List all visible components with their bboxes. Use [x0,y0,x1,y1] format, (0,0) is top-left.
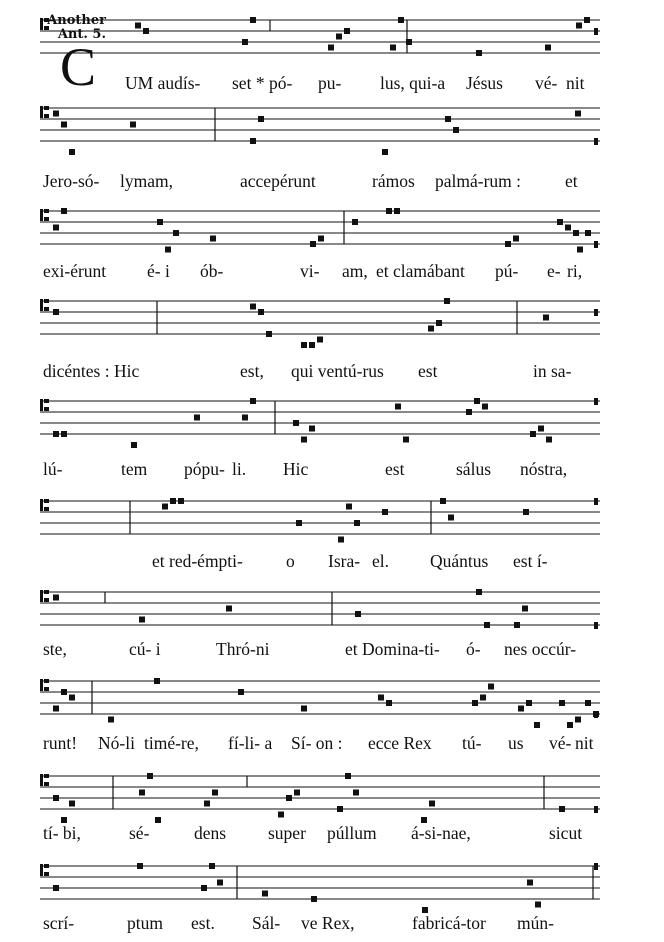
neume-note [53,885,59,891]
neume-note [53,309,59,315]
lyric-line [0,638,664,662]
neume-note [575,111,581,117]
neume-note [576,23,582,29]
neume-note [444,298,450,304]
c-clef-icon [40,864,49,876]
neume-note [337,806,343,812]
neume-note [258,309,264,315]
neume-note [436,320,442,326]
neume-note [575,717,581,723]
neume-note [584,17,590,23]
neume-note [162,504,168,510]
neume-note [250,304,256,310]
lyric-syllable: ste, [43,639,67,659]
neume-note [194,415,200,421]
staff [0,858,664,918]
neume-note [476,589,482,595]
neume-note [201,885,207,891]
neume-note [429,801,435,807]
neume-note [217,880,223,886]
neume-note [286,795,292,801]
neume-note [585,230,591,236]
lyric-syllable: runt! [43,733,78,753]
neume-note [311,896,317,902]
neume-note [505,241,511,247]
lyric-syllable: est [418,361,438,381]
lyric-syllable: pópu- [184,459,225,479]
neume-note [139,790,145,796]
neume-note [559,806,565,812]
neume-note [403,437,409,443]
neume-note [301,342,307,348]
neume-note [53,595,59,601]
neume-note [518,706,524,712]
lyric-syllable: lú- [43,459,63,479]
neume-note [445,116,451,122]
neume-note [513,236,519,242]
custos-icon [594,241,598,248]
neume-note [355,611,361,617]
neume-note [266,331,272,337]
lyric-line [0,550,664,574]
neume-note [394,208,400,214]
neume-note [69,149,75,155]
custos-icon [594,498,598,505]
lyric-syllable: scrí- [43,913,75,933]
neume-note [210,236,216,242]
lyric-syllable: est [385,459,405,479]
neume-note [440,498,446,504]
lyric-syllable: e- [547,261,561,281]
neume-note [593,711,599,717]
neume-note [296,520,302,526]
neume-note [165,247,171,253]
lyric-syllable: est í- [513,551,548,571]
neume-note [318,236,324,242]
neume-note [398,17,404,23]
lyric-syllable: fí-li- a [228,733,273,753]
c-clef-icon [40,209,49,221]
lyric-syllable: sálus [456,459,491,479]
neume-note [53,111,59,117]
neume-note [250,398,256,404]
lyric-line [0,822,664,846]
neume-note [310,241,316,247]
neume-note [406,39,412,45]
lyric-line [0,732,664,756]
lyric-syllable: super [268,823,306,843]
neume-note [395,404,401,410]
neume-note [69,801,75,807]
staff [0,12,664,72]
neume-note [137,863,143,869]
initial-letter: C [60,37,97,97]
neume-note [293,420,299,426]
lyric-syllable: Sí- on : [291,733,343,753]
neume-note [53,706,59,712]
neume-note [157,219,163,225]
neume-note [453,127,459,133]
neume-note [344,28,350,34]
neume-note [108,717,114,723]
lyric-syllable: dicéntes : Hic [43,361,140,381]
lyric-syllable: us [508,733,524,753]
neume-note [585,700,591,706]
lyric-syllable: et clamábant [376,261,465,281]
lyric-syllable: accepérunt [240,171,316,191]
neume-note [309,342,315,348]
neume-note [546,437,552,443]
neume-note [428,326,434,332]
neume-note [242,39,248,45]
lyric-syllable: nóstra, [520,459,568,479]
neume-note [338,537,344,543]
neume-note [526,700,532,706]
lyric-line [0,458,664,482]
neume-note [346,504,352,510]
lyric-line [0,170,664,194]
neume-note [386,700,392,706]
neume-note [301,706,307,712]
lyric-syllable: tem [121,459,148,479]
neume-note [559,700,565,706]
neume-note [378,695,384,701]
neume-note [258,116,264,122]
neume-note [565,225,571,231]
lyric-syllable: Quántus [430,551,489,571]
neume-note [482,404,488,410]
lyric-syllable: ó- [466,639,481,659]
neume-note [545,45,551,51]
neume-note [386,208,392,214]
neume-note [204,801,210,807]
lyric-syllable: Sál- [252,913,281,933]
c-clef-icon [40,18,49,30]
lyric-syllable: nes occúr- [504,639,577,659]
lyric-syllable: li. [232,459,247,479]
neume-note [262,891,268,897]
lyric-syllable: o [286,551,295,571]
neume-note [345,773,351,779]
neume-note [130,122,136,128]
lyric-syllable: ve Rex, [301,913,355,933]
c-clef-icon [40,679,49,691]
staff [0,203,664,263]
neume-note [147,773,153,779]
custos-icon [594,309,598,316]
lyric-syllable: sé- [129,823,150,843]
neume-note [336,34,342,40]
neume-note [53,795,59,801]
lyric-syllable: pú- [495,261,519,281]
neume-note [61,122,67,128]
c-clef-icon [40,499,49,511]
neume-note [131,442,137,448]
neume-note [61,689,67,695]
neume-note [226,606,232,612]
neume-note [353,790,359,796]
neume-note [382,509,388,515]
neume-note [170,498,176,504]
neume-note [61,208,67,214]
c-clef-icon [40,299,49,311]
lyric-syllable: cú- i [129,639,161,659]
lyric-syllable: fabricá-tor [412,913,486,933]
staff [0,493,664,553]
lyric-syllable: nit [566,73,585,93]
neume-note [328,45,334,51]
neume-note [250,138,256,144]
neume-note [484,622,490,628]
neume-note [317,337,323,343]
lyric-syllable: et red-émpti- [152,551,243,571]
neume-note [522,606,528,612]
neume-note [573,230,579,236]
neume-note [250,17,256,23]
neume-note [534,722,540,728]
custos-icon [594,622,598,629]
neume-note [448,515,454,521]
lyric-syllable: Nó-li [98,733,135,753]
lyric-syllable: ób- [200,261,224,281]
lyric-syllable: et [565,171,578,191]
lyric-syllable: ptum [127,913,163,933]
lyric-syllable: ecce Rex [368,733,432,753]
lyric-syllable: Jero-só- [43,171,100,191]
neume-note [474,398,480,404]
staff [0,393,664,453]
staff [0,768,664,828]
lyric-syllable: á-si-nae, [411,823,471,843]
neume-note [382,149,388,155]
lyric-syllable: é- i [147,261,170,281]
lyric-syllable: pu- [318,73,342,93]
lyric-syllable: rámos [372,171,415,191]
staff [0,100,664,160]
neume-note [577,247,583,253]
neume-note [178,498,184,504]
lyric-line [0,912,664,936]
label-another: Another [47,13,106,28]
staff [0,584,664,644]
lyric-syllable: dens [194,823,227,843]
lyric-syllable: am, [342,261,368,281]
lyric-syllable: palmá-rum : [435,171,522,191]
staff [0,673,664,733]
custos-icon [594,398,598,405]
custos-icon [594,806,598,813]
lyric-syllable: qui ventú-rus [291,361,384,381]
staff [0,293,664,353]
lyric-syllable: Isra- [328,551,361,571]
custos-icon [594,138,598,145]
lyric-line [0,360,664,384]
lyric-syllable: set * pó- [232,73,293,93]
lyric-syllable: lus, qui-a [380,73,446,93]
neume-note [154,678,160,684]
lyric-syllable: lymam, [120,171,173,191]
lyric-syllable: nit [575,733,594,753]
lyric-line [0,72,664,96]
neume-note [488,684,494,690]
lyric-syllable: timé-re, [144,733,199,753]
neume-note [527,880,533,886]
c-clef-icon [40,590,49,602]
neume-note [209,863,215,869]
lyric-syllable: ri, [567,261,583,281]
lyric-syllable: el. [372,551,390,571]
lyric-syllable: exi-érunt [43,261,107,281]
custos-icon [594,28,598,35]
lyric-syllable: UM audís- [125,73,201,93]
neume-note [135,23,141,29]
lyric-syllable: sicut [549,823,583,843]
lyric-syllable: tú- [462,733,482,753]
label-antiphon-number: Ant. 5. [57,27,106,42]
c-clef-icon [40,774,49,786]
neume-note [301,437,307,443]
c-clef-icon [40,106,49,118]
neume-note [61,431,67,437]
neume-note [514,622,520,628]
neume-note [535,902,541,908]
lyric-syllable: vi- [300,261,320,281]
neume-note [390,45,396,51]
neume-note [543,315,549,321]
neume-note [53,431,59,437]
lyric-syllable: mún- [517,913,554,933]
neume-note [143,28,149,34]
lyric-syllable: Thró-ni [216,639,270,659]
lyric-syllable: in sa- [533,361,572,381]
neume-note [242,415,248,421]
lyric-line [0,260,664,284]
neume-note [530,431,536,437]
neume-note [309,426,315,432]
lyric-syllable: vé- [549,733,572,753]
neume-note [139,617,145,623]
lyric-syllable: Hic [283,459,309,479]
neume-note [466,409,472,415]
neume-note [567,722,573,728]
neume-note [538,426,544,432]
lyric-syllable: púllum [327,823,377,843]
neume-note [53,225,59,231]
neume-note [480,695,486,701]
neume-note [238,689,244,695]
neume-note [354,520,360,526]
custos-icon [594,863,598,870]
lyric-syllable: tí- bi, [43,823,81,843]
c-clef-icon [40,399,49,411]
neume-note [352,219,358,225]
neume-note [294,790,300,796]
neume-note [476,50,482,56]
neume-note [212,790,218,796]
lyric-syllable: est. [191,913,215,933]
lyric-syllable: Jésus [466,73,503,93]
neume-note [69,695,75,701]
lyric-syllable: et Domina-ti- [345,639,440,659]
neume-note [523,509,529,515]
neume-note [557,219,563,225]
neume-note [472,700,478,706]
neume-note [278,812,284,818]
lyric-syllable: est, [240,361,264,381]
neume-note [173,230,179,236]
lyric-syllable: vé- [535,73,558,93]
